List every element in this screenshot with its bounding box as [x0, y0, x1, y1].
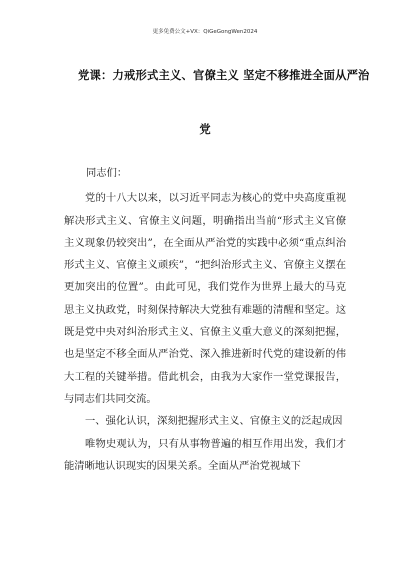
salutation: 同志们： — [86, 167, 128, 179]
document-body — [64, 162, 346, 477]
body-paragraph: 唯物史观认为，只有从事物普遍的相互作用出发，我们才能清晰地认识现实的因果关系。全面从严治党视域下 — [64, 437, 346, 472]
section-heading: 一、强化认识，深刻把握形式主义、官僚主义的泛起成因 — [85, 415, 343, 428]
document-title: 党课：力戒形式主义、官僚主义 坚定不移推进全面从严治 — [78, 68, 370, 82]
document-title-continuation: 党 — [199, 122, 211, 136]
body-paragraph: 党的十八大以来，以习近平同志为核心的党中央高度重视解决形式主义、官僚主义问题，明确指出当前“形式主义官僚主义现象仍较突出”，在全面从严治党的实践中必须“重点纠治形式主义、官僚主义顽疾”，“把纠治形式主义、官僚主义摆在更加突出的位置”。由此可见，我们党作为世界上最大的马克思主义执政党，时刻保持解决大党独有难题的清醒和坚定。这既是党中央对纠治形式主义、官僚主义重大意义的深刻把握，也是坚定不移全面从严治党、深入推进新时代党的建设新的伟大工程的关键举措。借此机会，由我为大家作一堂党课报告，与同志们共同交流。 — [64, 192, 346, 405]
header-note: 更多免费公文+VX：QiGeGongWen2024 — [152, 29, 258, 35]
